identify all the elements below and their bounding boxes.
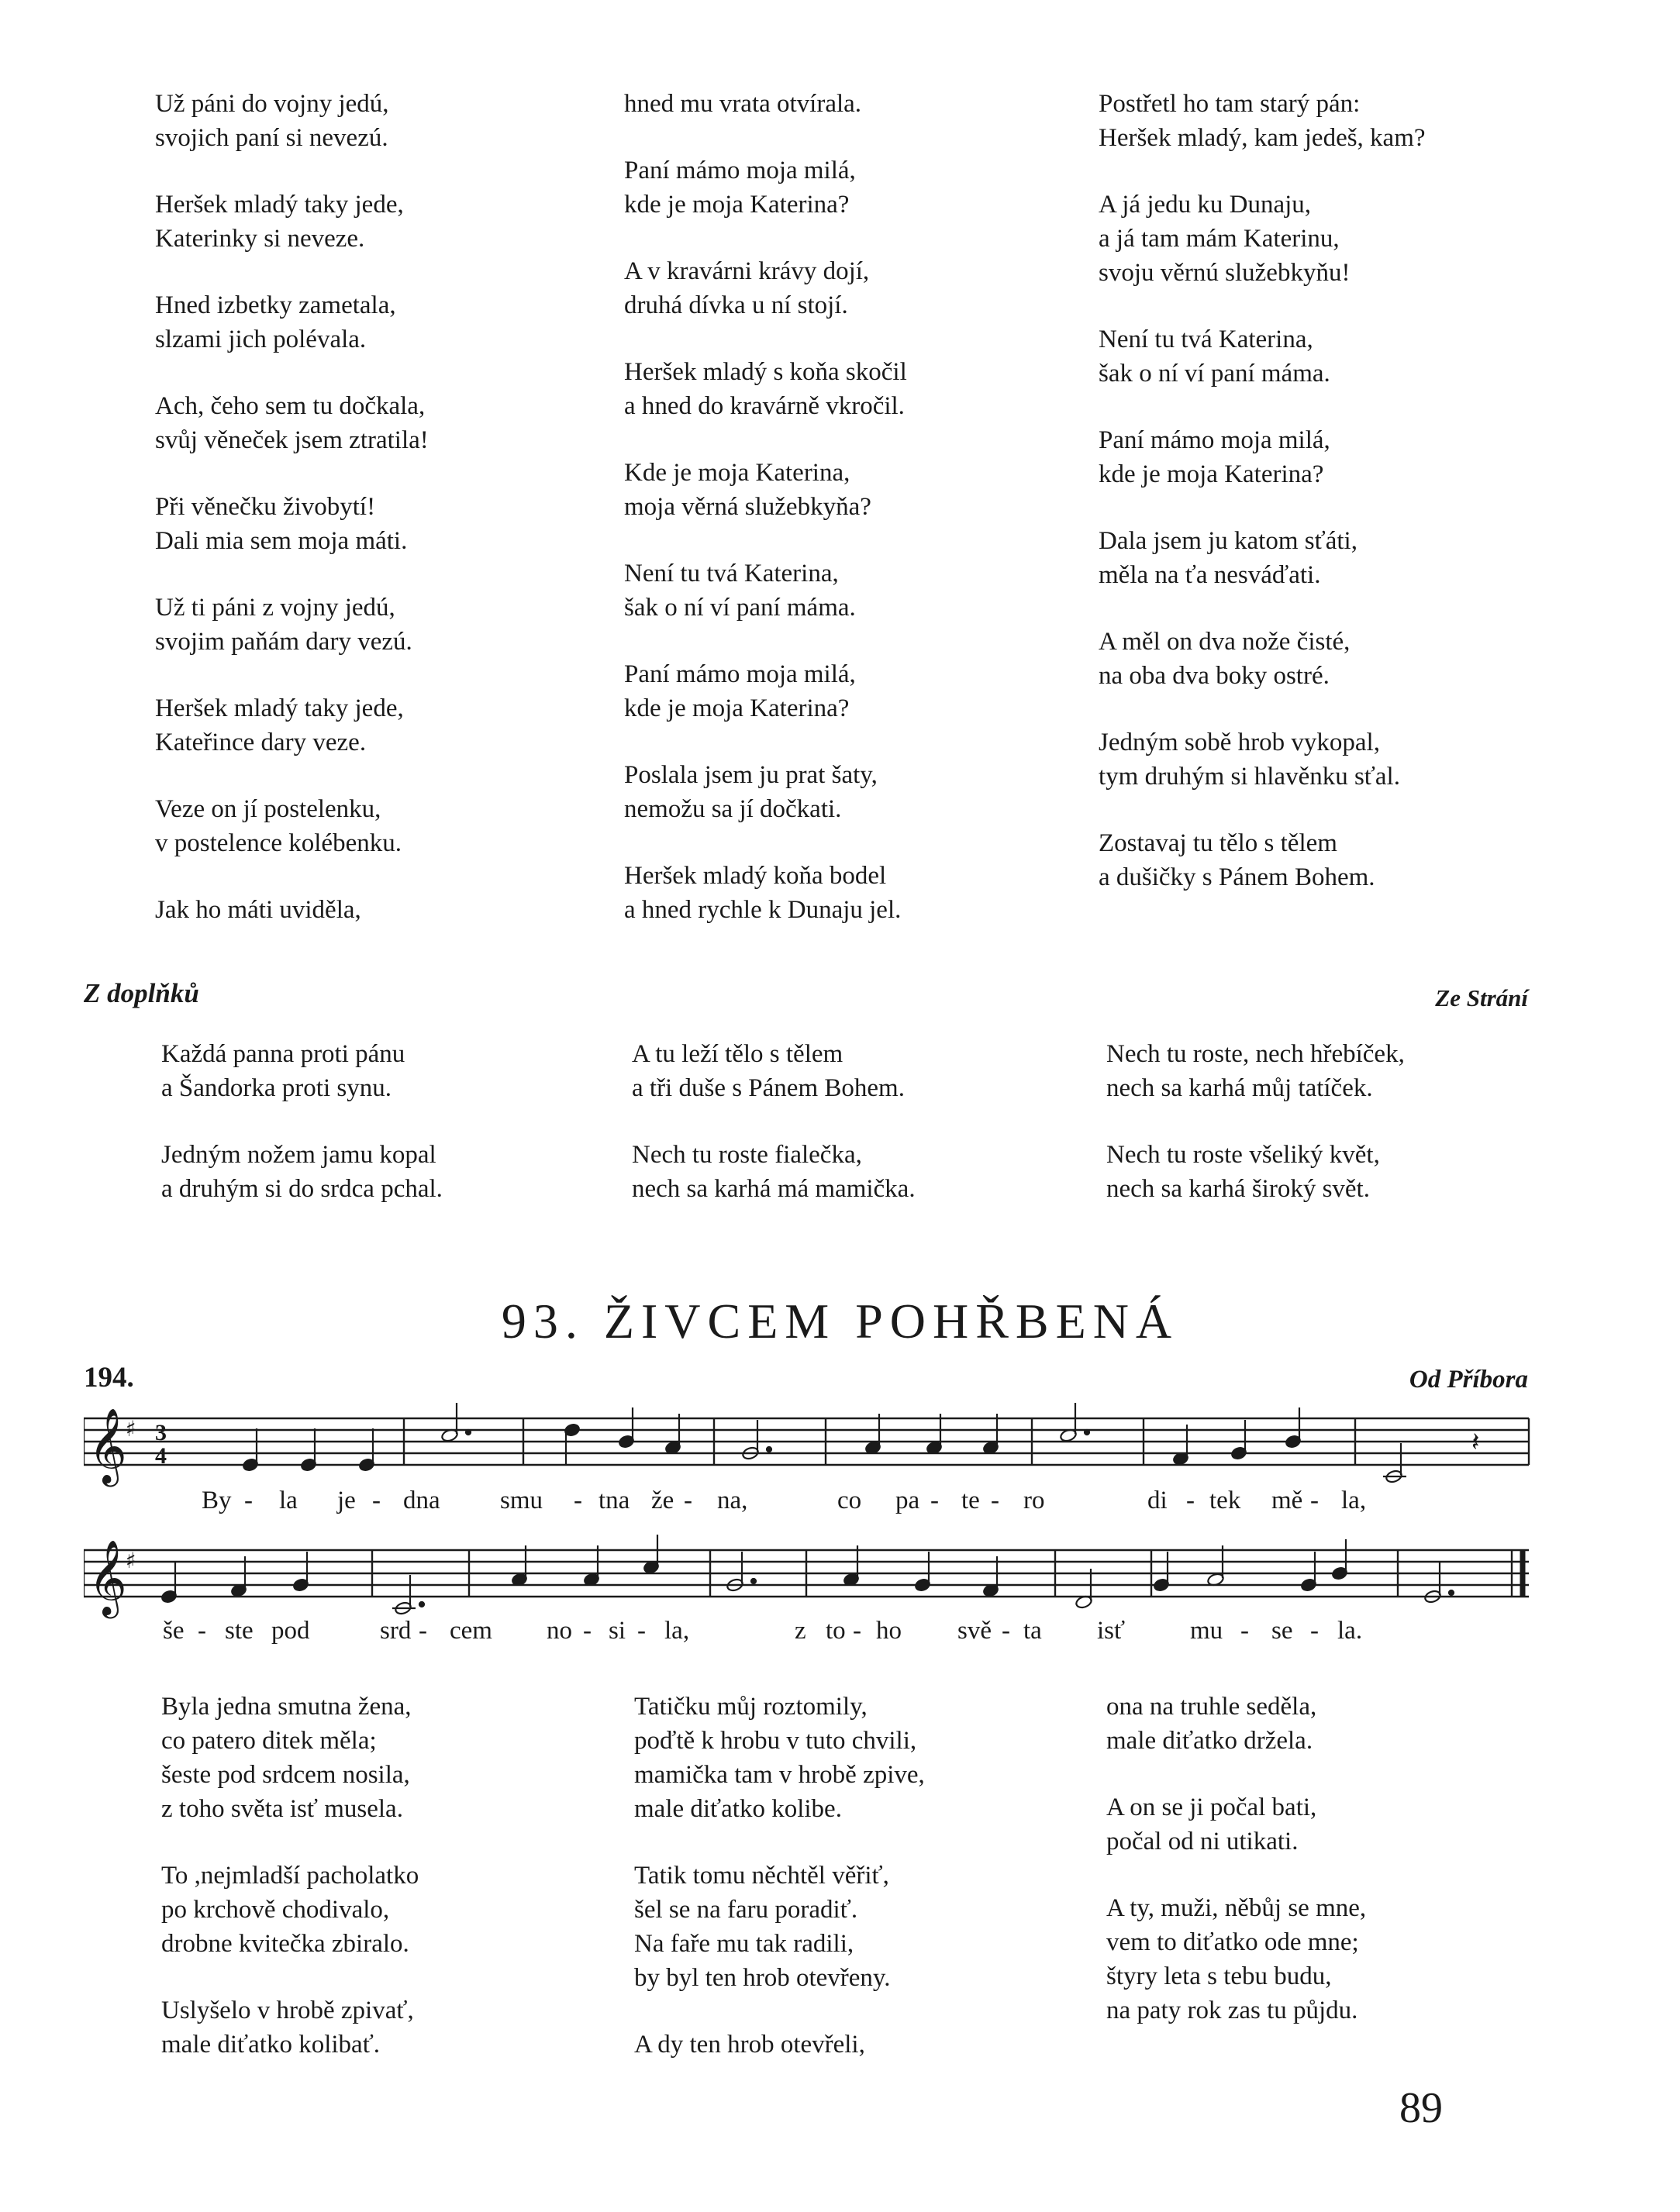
stanza: [634, 2028, 925, 2062]
verse-line: male diťatko držela.: [1106, 1727, 1313, 1755]
verse-line: slzami jich polévala.: [155, 326, 367, 353]
lyric-syllable: no: [547, 1617, 572, 1645]
lyric-syllable: la,: [664, 1617, 690, 1645]
stanza: [1099, 188, 1426, 290]
verse-line: nemožu sa jí dočkati.: [624, 795, 842, 823]
verse-line: kde je moja Katerina?: [624, 694, 850, 722]
syllable-hyphen: -: [1002, 1617, 1010, 1645]
stanza: [1099, 524, 1426, 592]
stanza: [161, 1859, 419, 1961]
verse-line: hned mu vrata otvírala.: [624, 90, 862, 118]
verse-line: Nech tu roste všeliký květ,: [1106, 1141, 1380, 1169]
verse-line: Kde je moja Katerina,: [624, 459, 850, 487]
stanza: [624, 87, 907, 121]
lyric-syllable: svě: [957, 1617, 992, 1645]
verse-line: Paní mámo moja milá,: [624, 157, 856, 184]
syllable-hyphen: -: [1310, 1617, 1319, 1645]
verse-line: druhá dívka u ní stojí.: [624, 291, 848, 319]
lyric-syllable: si: [609, 1617, 626, 1645]
verse-line: A on se ji počal bati,: [1106, 1793, 1317, 1821]
verse-line: a hned do kravárně vkročil.: [624, 392, 905, 420]
lyric-syllable: z: [795, 1617, 806, 1645]
supplement-column-2: [632, 1037, 916, 1239]
syllable-hyphen: -: [1310, 1487, 1319, 1514]
verse-line: a dušičky s Pánem Bohem.: [1099, 863, 1375, 891]
lyric-syllable: že: [651, 1487, 674, 1514]
stanza: [1106, 1138, 1405, 1206]
stanza: [1099, 322, 1426, 391]
supplement-column-1: [161, 1037, 443, 1239]
lyric-syllable: isť: [1097, 1617, 1126, 1645]
syllable-hyphen: -: [583, 1617, 592, 1645]
lyric-syllable: cem: [450, 1617, 492, 1645]
syllable-hyphen: -: [198, 1617, 206, 1645]
syllable-hyphen: -: [1186, 1487, 1195, 1514]
stanza: [1099, 725, 1426, 794]
stanza: [632, 1037, 916, 1105]
verse-line: Ach, čeho sem tu dočkala,: [155, 392, 426, 420]
lyric-syllable: tna: [599, 1487, 630, 1514]
stanza: [624, 153, 907, 222]
verse-line: by byl ten hrob otevřeny.: [634, 1964, 891, 1992]
time-signature-top: 3: [155, 1420, 167, 1445]
stanza: [624, 556, 907, 625]
lyric-syllable: še: [163, 1617, 185, 1645]
lyric-syllable: mě: [1271, 1487, 1303, 1514]
lyric-syllable: By: [202, 1487, 232, 1514]
verse-line: měla na ťa nesváďati.: [1099, 561, 1321, 589]
key-signature-sharp: ♯: [126, 1548, 136, 1573]
verse-line: nech sa karhá má mamička.: [632, 1175, 916, 1203]
stanza: [161, 1993, 419, 2062]
verse-line: Jedným nožem jamu kopal: [161, 1141, 436, 1169]
verse-line: Zostavaj tu tělo s tělem: [1099, 829, 1337, 857]
top-column-3: [1099, 87, 1426, 927]
stanza: [624, 758, 907, 826]
verse-line: Paní mámo moja milá,: [1099, 426, 1330, 454]
stanza: [161, 1037, 443, 1105]
verse-line: Hned izbetky zametala,: [155, 291, 396, 319]
lyric-syllable: na,: [717, 1487, 748, 1514]
verse-line: A v kravárni krávy dojí,: [624, 257, 870, 285]
lyric-syllable: la.: [1337, 1617, 1363, 1645]
verse-line: A ty, muži, něbůj se mne,: [1106, 1894, 1367, 1922]
lyric-syllable: pod: [271, 1617, 310, 1645]
verse-line: Nech tu roste fialečka,: [632, 1141, 862, 1169]
key-signature-sharp: ♯: [126, 1416, 136, 1442]
verse-line: Uslyšelo v hrobě zpivať,: [161, 1997, 414, 2024]
stanza: [624, 859, 907, 927]
treble-clef-icon: 𝄞: [88, 1407, 127, 1483]
verse-line: A dy ten hrob otevřeli,: [634, 2031, 865, 2059]
verse-line: v postelence kolébenku.: [155, 829, 402, 857]
verse-line: na paty rok zas tu půjdu.: [1106, 1997, 1358, 2024]
stanza: [155, 792, 429, 860]
song-origin: Od Příbora: [1409, 1366, 1528, 1394]
verse-line: svojim paňám dary vezú.: [155, 628, 412, 656]
supplement-column-3: [1106, 1037, 1405, 1239]
syllable-hyphen: -: [372, 1487, 381, 1514]
verse-line: Už ti páni z vojny jedú,: [155, 594, 395, 622]
stanza: [624, 355, 907, 423]
tune-number: 194.: [84, 1362, 134, 1394]
stanza: [624, 657, 907, 725]
verse-line: To ,nejmladší pacholatko: [161, 1862, 419, 1890]
verse-line: Jedným sobě hrob vykopal,: [1099, 729, 1380, 756]
syllable-hyphen: -: [684, 1487, 692, 1514]
lyric-syllable: mu: [1190, 1617, 1223, 1645]
verse-line: poďtě k hrobu v tuto chvili,: [634, 1727, 917, 1755]
stanza: [632, 1138, 916, 1206]
verse-line: nech sa karhá široký svět.: [1106, 1175, 1370, 1203]
syllable-hyphen: -: [574, 1487, 582, 1514]
verse-line: Při věnečku živobytí!: [155, 493, 376, 521]
stanza: [634, 1690, 925, 1826]
verse-line: Není tu tvá Katerina,: [624, 560, 839, 587]
verse-line: Postřetl ho tam starý pán:: [1099, 90, 1361, 118]
stanza: [155, 893, 429, 927]
stanza: [1099, 87, 1426, 155]
stanza: [155, 389, 429, 457]
lyric-syllable: pa: [895, 1487, 920, 1514]
stanza: [1099, 625, 1426, 693]
lyric-syllable: je: [337, 1487, 356, 1514]
quarter-rest: 𝄽: [1471, 1427, 1480, 1458]
verse-line: a tři duše s Pánem Bohem.: [632, 1074, 905, 1102]
verse-line: A tu leží tělo s tělem: [632, 1040, 843, 1068]
verse-line: Heršek mladý s koňa skočil: [624, 358, 907, 386]
supplement-source: Ze Strání: [1435, 984, 1528, 1011]
verse-line: Kateřince dary veze.: [155, 729, 367, 756]
verse-line: šak o ní ví paní máma.: [624, 594, 856, 622]
stanza: [161, 1690, 419, 1826]
treble-clef-icon: 𝄞: [88, 1539, 127, 1615]
page-number: 89: [1399, 2084, 1443, 2132]
verse-line: Tatik tomu něchtěl věřiť,: [634, 1862, 889, 1890]
time-signature-bottom: 4: [155, 1443, 167, 1469]
verse-line: šak o ní ví paní máma.: [1099, 360, 1330, 388]
verse-line: Na faře mu tak radili,: [634, 1930, 854, 1958]
syllable-hyphen: -: [930, 1487, 939, 1514]
verse-line: svojich paní si nevezú.: [155, 124, 388, 152]
verse-line: a Šandorka proti synu.: [161, 1074, 392, 1102]
stanza: [155, 691, 429, 760]
verse-line: Dali mia sem moja máti.: [155, 527, 408, 555]
lyric-syllable: se: [1271, 1617, 1293, 1645]
stanza: [1099, 423, 1426, 491]
syllable-hyphen: -: [637, 1617, 646, 1645]
lyric-syllable: ste: [225, 1617, 254, 1645]
verse-line: nech sa karhá můj tatíček.: [1106, 1074, 1373, 1102]
verse-line: kde je moja Katerina?: [1099, 460, 1324, 488]
lyric-syllable: te: [961, 1487, 980, 1514]
verse-line: a hned rychle k Dunaju jel.: [624, 896, 902, 924]
stanza: [634, 1859, 925, 1995]
song-column-2: [634, 1690, 925, 2094]
lyric-syllable: co: [837, 1487, 862, 1514]
verse-line: na oba dva boky ostré.: [1099, 662, 1330, 690]
song-column-3: [1106, 1690, 1366, 2060]
stanza: [155, 288, 429, 357]
verse-line: Katerinky si neveze.: [155, 225, 365, 253]
verse-line: štyry leta s tebu budu,: [1106, 1962, 1332, 1990]
verse-line: svoju věrnú služebkyňu!: [1099, 259, 1351, 287]
lyric-syllable: la,: [1341, 1487, 1367, 1514]
verse-line: drobne kvitečka zbiralo.: [161, 1930, 409, 1958]
verse-line: co patero ditek měla;: [161, 1727, 377, 1755]
verse-line: Heršek mladý taky jede,: [155, 694, 404, 722]
verse-line: A já jedu ku Dunaju,: [1099, 191, 1312, 219]
verse-line: Nech tu roste, nech hřebíček,: [1106, 1040, 1405, 1068]
lyric-syllable: di: [1147, 1487, 1168, 1514]
verse-line: vem to diťatko ode mne;: [1106, 1928, 1359, 1956]
verse-line: šel se na faru poradiť.: [634, 1896, 858, 1924]
verse-line: male diťatko kolibať.: [161, 2031, 381, 2059]
lyric-syllable: ro: [1023, 1487, 1045, 1514]
verse-line: Paní mámo moja milá,: [624, 660, 856, 688]
stanza: [155, 591, 429, 659]
song-title: 93. ŽIVCEM POHŘBENÁ: [501, 1294, 1179, 1349]
verse-line: Už páni do vojny jedú,: [155, 90, 389, 118]
verse-line: po krchově chodivalo,: [161, 1896, 390, 1924]
syllable-hyphen: -: [244, 1487, 253, 1514]
verse-line: Tatičku můj roztomily,: [634, 1693, 868, 1721]
verse-line: z toho světa isť musela.: [161, 1795, 403, 1823]
verse-line: Jak ho máti uviděla,: [155, 896, 361, 924]
lyric-syllable: la: [279, 1487, 298, 1514]
syllable-hyphen: -: [419, 1617, 427, 1645]
verse-line: tym druhým si hlavěnku sťal.: [1099, 763, 1400, 791]
verse-line: moja věrná služebkyňa?: [624, 493, 871, 521]
verse-line: šeste pod srdcem nosila,: [161, 1761, 410, 1789]
syllable-hyphen: -: [853, 1617, 861, 1645]
verse-line: male diťatko kolibe.: [634, 1795, 842, 1823]
stanza: [1106, 1690, 1366, 1758]
verse-line: a já tam mám Katerinu,: [1099, 225, 1340, 253]
verse-line: Heršek mladý, kam jedeš, kam?: [1099, 124, 1426, 152]
stanza: [624, 254, 907, 322]
stanza: [1106, 1891, 1366, 2028]
stanza: [1106, 1037, 1405, 1105]
stanza: [155, 490, 429, 558]
lyric-syllable: srd: [380, 1617, 412, 1645]
stanza: [1099, 826, 1426, 894]
verse-line: kde je moja Katerina?: [624, 191, 850, 219]
verse-line: Veze on jí postelenku,: [155, 795, 381, 823]
stanza: [624, 456, 907, 524]
verse-line: Každá panna proti pánu: [161, 1040, 405, 1068]
lyric-syllable: dna: [403, 1487, 440, 1514]
lyric-syllable: to: [826, 1617, 846, 1645]
verse-line: Heršek mladý koňa bodel: [624, 862, 887, 890]
verse-line: počal od ni utikati.: [1106, 1828, 1299, 1855]
verse-line: Heršek mladý taky jede,: [155, 191, 404, 219]
verse-line: Poslala jsem ju prat šaty,: [624, 761, 878, 789]
syllable-hyphen: -: [991, 1487, 999, 1514]
lyric-syllable: smu: [500, 1487, 543, 1514]
stanza: [161, 1138, 443, 1206]
stanza: [1106, 1790, 1366, 1859]
stanza: [155, 87, 429, 155]
verse-line: a druhým si do srdca pchal.: [161, 1175, 443, 1203]
verse-line: mamička tam v hrobě zpive,: [634, 1761, 925, 1789]
verse-line: ona na truhle seděla,: [1106, 1693, 1317, 1721]
stanza: [155, 188, 429, 256]
verse-line: A měl on dva nože čisté,: [1099, 628, 1351, 656]
lyric-syllable: tek: [1209, 1487, 1241, 1514]
lyric-syllable: ta: [1023, 1617, 1042, 1645]
verse-line: Není tu tvá Katerina,: [1099, 326, 1313, 353]
song-column-1: [161, 1690, 419, 2094]
lyric-syllable: ho: [876, 1617, 902, 1645]
top-column-2: [624, 87, 907, 960]
verse-line: svůj věneček jsem ztratila!: [155, 426, 429, 454]
verse-line: Dala jsem ju katom sťáti,: [1099, 527, 1357, 555]
verse-line: Byla jedna smutna žena,: [161, 1693, 412, 1721]
supplement-heading: Z doplňků: [84, 978, 199, 1008]
syllable-hyphen: -: [1240, 1617, 1249, 1645]
top-column-1: [155, 87, 429, 960]
